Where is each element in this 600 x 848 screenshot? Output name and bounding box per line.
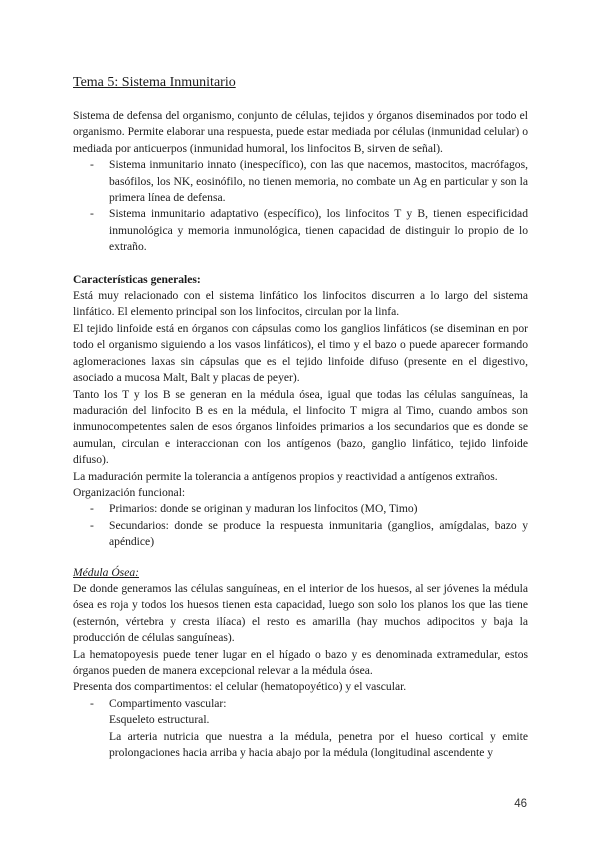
- list-item: - Sistema inmunitario adaptativo (específico), los linfocitos T y B, tienen especificidad inmunológica y memoria inmunológica, tienen capacidad de distinguir lo propio de lo extraño.: [109, 206, 528, 255]
- intro-list: [73, 157, 528, 255]
- general-paragraph: Está muy relacionado con el sistema linfático los linfocitos discurren a lo largo del sistema linfático. El elemento principal son los linfocitos, circulan por la linfa.: [73, 289, 528, 319]
- sub-label: Esqueleto estructural.: [109, 713, 210, 727]
- medula-paragraph: De donde generamos las células sanguíneas, en el interior de los huesos, al ser jóvenes la médula ósea es roja y todos los huesos tienen esta capacidad, luego son solo los planos los que las tiene (esternón, vértebra y cresta ilíaca) el resto es amarilla (hay muchos adipocitos y baja la producción de células sanguíneas).: [73, 581, 528, 645]
- sub-text: La arteria nutricia que nuestra a la médula, penetra por el hueso cortical y emite prolongaciones hacia arriba y hacia abajo por la médula (longitudinal ascendente y: [109, 729, 528, 760]
- medula-paragraph: Presenta dos compartimentos: el celular (hematopoyético) y el vascular.: [73, 680, 407, 694]
- intro-paragraph: Sistema de defensa del organismo, conjunto de células, tejidos y órganos diseminados por todo el organismo. Permite elaborar una respuesta, puede estar mediada por células (inmunidad celular) o mediada por anticuerpos (inmunidad humoral, los linfocitos B, sirven de señal).: [73, 109, 528, 155]
- document-page: [73, 74, 528, 761]
- list-item: - Primarios: donde se originan y maduran los linfocitos (MO, Timo): [109, 501, 528, 517]
- list-item: - Compartimento vascular:: [109, 696, 528, 712]
- section-heading-general: Características generales:: [73, 272, 201, 286]
- general-paragraph: La maduración permite la tolerancia a antígenos propios y reactividad a antígenos extraños.: [73, 469, 498, 483]
- list-item: - Secundarios: donde se produce la respuesta inmunitaria (ganglios, amígdalas, bazo y apéndice): [109, 518, 528, 551]
- general-paragraph: Tanto los T y los B se generan en la médula ósea, igual que todas las células sanguíneas, la maduración del linfocito B es en la médula, el linfocito T migra al Timo, cuando ambos son inmunocompetentes salen de esos órganos linfoides primarios a los secundarios que es donde se aumulan, circulan e interaccionan con los antígenos (bazo, ganglio linfático, tejido linfoide difuso).: [73, 387, 528, 467]
- compartment-list: [73, 696, 528, 712]
- medula-paragraph: La hematopoyesis puede tener lugar en el hígado o bazo y es denominada extramedular, estos órganos pueden de manera excepcional relevar a la médula ósea.: [73, 647, 528, 677]
- page-title: Tema 5: Sistema Inmunitario: [73, 75, 236, 90]
- organization-list: [73, 501, 528, 550]
- section-heading-medula: Médula Ósea:: [73, 565, 140, 579]
- list-item: - Sistema inmunitario innato (inespecífico), con las que nacemos, mastocitos, macrófagos, basófilos, los NK, eosinófilo, no tienen memoria, no combate un Ag en particular y son la primera línea de defensa.: [109, 157, 528, 206]
- general-paragraph: El tejido linfoide está en órganos con cápsulas como los ganglios linfáticos (se diseminan en por todo el organismo siguiendo a los vasos linfáticos), el timo y el bazo o puede aparecer formando aglomeraciones laxas sin cápsulas que es el tejido linfoide difuso (presente en el digestivo, asociado a mucosa Malt, Balt y placas de peyer).: [73, 321, 528, 385]
- page-number: 46: [514, 798, 527, 810]
- general-paragraph: Organización funcional:: [73, 485, 186, 499]
